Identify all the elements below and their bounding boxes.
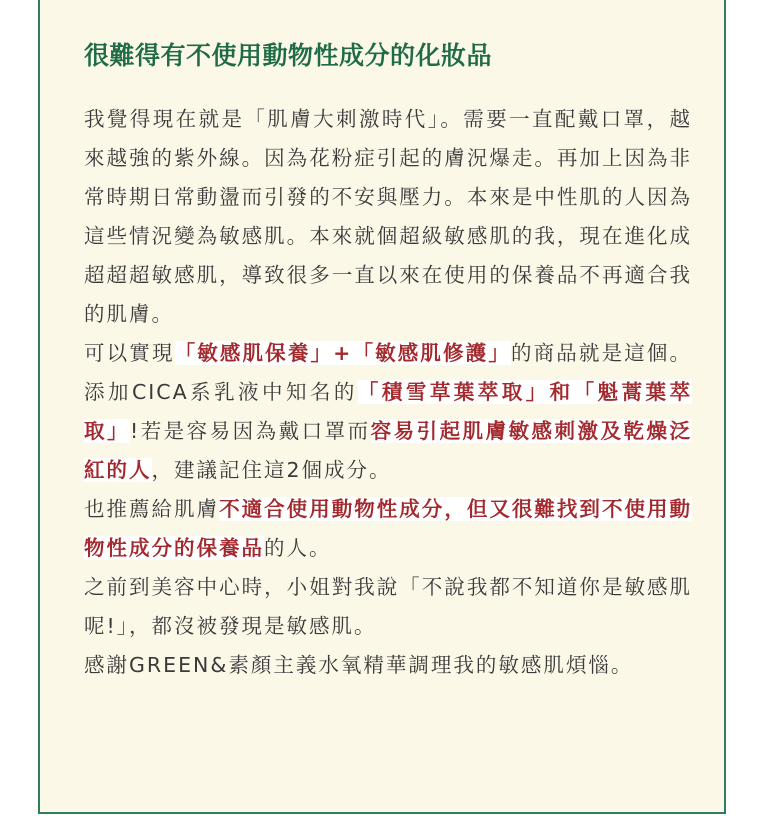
product-text-3: !若是容易因為戴口罩而 <box>129 419 371 443</box>
highlight-sensitive-care: 「敏感肌保養」+「敏感肌修護」 <box>174 341 511 365</box>
recommend-text-2: 的人。 <box>264 536 332 560</box>
article-title: 很難得有不使用動物性成分的化妝品 <box>84 41 493 70</box>
recommend-text-1: 也推薦給肌膚 <box>84 497 220 521</box>
article-card <box>38 0 726 814</box>
highlight-irritation: 容易引起肌膚敏感刺激及乾燥泛紅的人 <box>84 419 692 482</box>
thanks-text: 感謝GREEN&素顏主義水氧精華調理我的敏感肌煩惱。 <box>84 653 634 677</box>
paragraph-salon <box>84 568 692 646</box>
highlight-ingredients: 「積雪草葉萃取」和「魁蒿葉萃取」 <box>84 380 693 443</box>
product-text-1: 可以實現 <box>84 341 175 365</box>
salon-text: 之前到美容中心時，小姐對我說「不說我都不知道你是敏感肌呢!」，都沒被發現是敏感肌。 <box>84 575 692 638</box>
paragraph-intro <box>84 100 692 334</box>
product-text-4: ，建議記住這2個成分。 <box>151 458 392 482</box>
product-text-2: 的商品就是這個。添加CICA系乳液中知名的 <box>84 341 693 404</box>
article-body <box>84 100 692 685</box>
paragraph-recommend <box>84 490 692 568</box>
paragraph-intro-text: 我覺得現在就是「肌膚大刺激時代」。需要一直配戴口罩，越來越強的紫外線。因為花粉症引起的膚況爆走。再加上因為非常時期日常動盪而引發的不安與壓力。本來是中性肌的人因為這些情況變為敏感肌。本來就個超級敏感肌的我，現在進化成超超超敏感肌，導致很多一直以來在使用的保養品不再適合我的肌膚。 <box>84 107 692 326</box>
highlight-animal-free: 不適合使用動物性成分，但又很難找到不使用動物性成分的保養品 <box>84 497 693 560</box>
paragraph-thanks <box>84 646 692 685</box>
paragraph-product <box>84 334 692 490</box>
